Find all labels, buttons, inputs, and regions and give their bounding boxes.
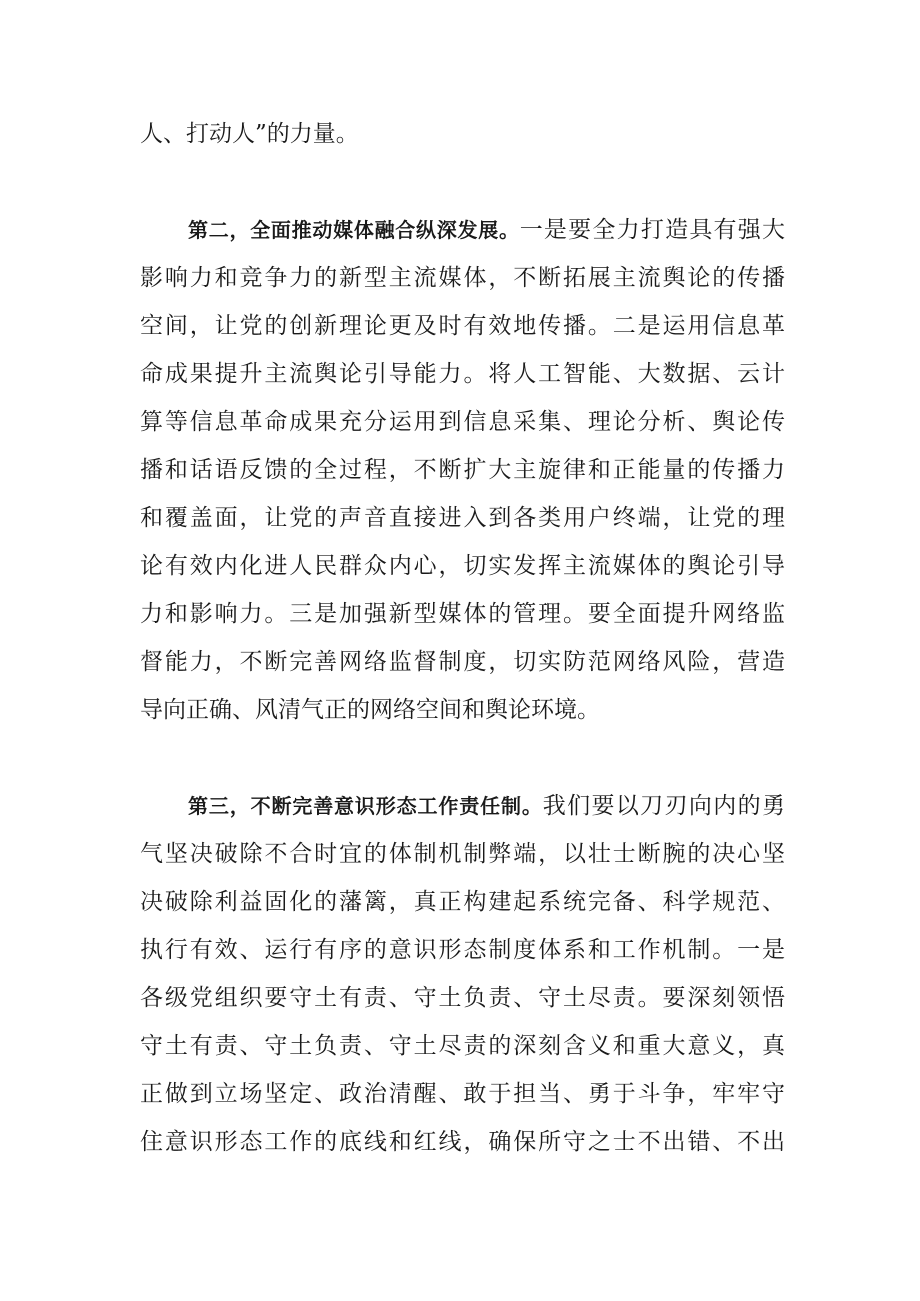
para3-line: 气坚决破除不合时宜的体制机制弊端，以壮士断腕的决心坚 bbox=[140, 841, 785, 867]
para3-line: 住意识形态工作的底线和红线，确保所守之士不出错、不出 bbox=[140, 1129, 785, 1155]
para2-line: 算等信息革命成果充分运用到信息采集、理论分析、舆论传 bbox=[140, 409, 785, 435]
para3-line: 各级党组织要守土有责、守土负责、守土尽责。要深刻领悟 bbox=[140, 985, 785, 1011]
para2-heading: 第二，全面推动媒体融合纵深发展。 bbox=[188, 218, 520, 242]
para2-line: 督能力，不断完善网络监督制度，切实防范网络风险，营造 bbox=[140, 649, 785, 675]
para2-line: 空间，让党的创新理论更及时有效地传播。二是运用信息革 bbox=[140, 313, 785, 339]
para3-line: 执行有效、运行有序的意识形态制度体系和工作机制。一是 bbox=[140, 937, 785, 963]
para3-first-line-rest: 我们要以刀刃向内的勇 bbox=[542, 793, 786, 819]
para2-line: 影响力和竞争力的新型主流媒体，不断拓展主流舆论的传播 bbox=[140, 265, 785, 291]
para2-line: 论有效内化进人民群众内心，切实发挥主流媒体的舆论引导 bbox=[140, 553, 785, 579]
para3-heading: 第三，不断完善意识形态工作责任制。 bbox=[188, 794, 543, 818]
para2-line: 和覆盖面，让党的声音直接进入到各类用户终端，让党的理 bbox=[140, 505, 785, 531]
para2-first-line bbox=[188, 208, 785, 252]
para2-first-line-rest: 一是要全力打造具有强大 bbox=[519, 217, 786, 243]
para2-line: 播和话语反馈的全过程，不断扩大主旋律和正能量的传播力 bbox=[140, 457, 785, 483]
intro-tail-line: 人、打动人”的力量。 bbox=[140, 121, 359, 147]
para3-line: 正做到立场坚定、政治清醒、敢于担当、勇于斗争，牢牢守 bbox=[140, 1081, 785, 1107]
para2-line: 命成果提升主流舆论引导能力。将人工智能、大数据、云计 bbox=[140, 361, 785, 387]
para2-line: 导向正确、风清气正的网络空间和舆论环境。 bbox=[140, 697, 600, 723]
para3-line: 守土有责、守土负责、守土尽责的深刻含义和重大意义，真 bbox=[140, 1033, 785, 1059]
para2-line: 力和影响力。三是加强新型媒体的管理。要全面提升网络监 bbox=[140, 601, 785, 627]
para3-first-line bbox=[188, 784, 785, 828]
para3-line: 决破除利益固化的藩篱，真正构建起系统完备、科学规范、 bbox=[140, 889, 785, 915]
